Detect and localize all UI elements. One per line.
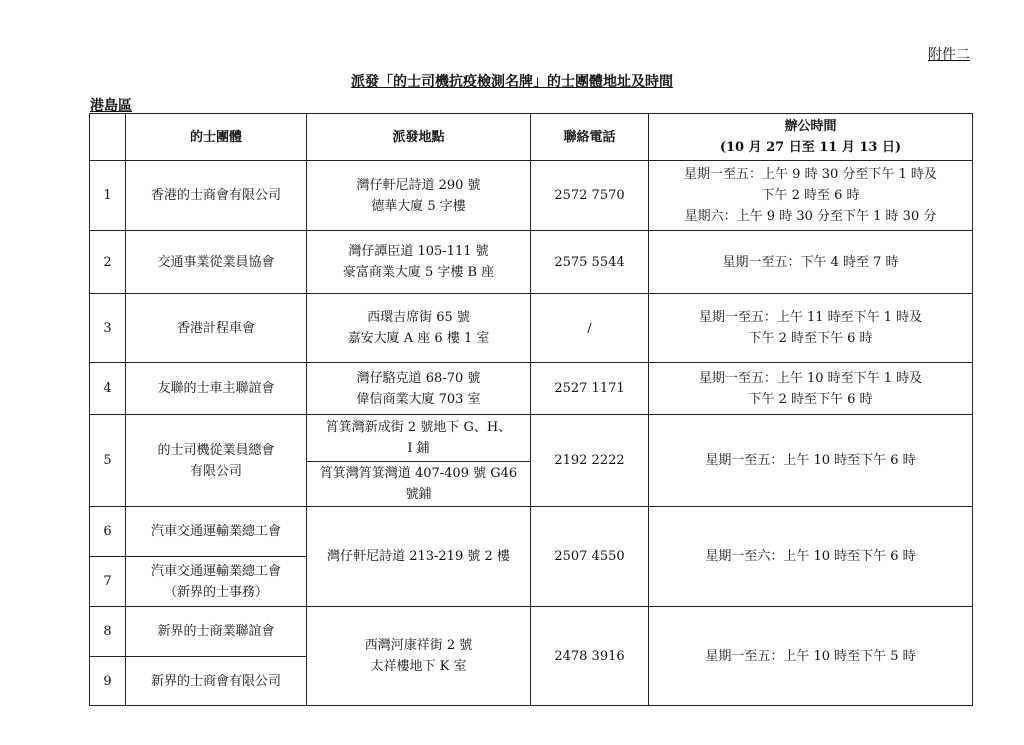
org-name: 香港計程車會 xyxy=(126,294,307,363)
office-hours: 星期一至五：上午 10 時至下午 6 時 xyxy=(649,415,973,507)
row-number: 4 xyxy=(90,363,126,415)
header-location: 派發地點 xyxy=(307,114,531,161)
table-row xyxy=(90,231,973,294)
header-hours-label: 辦公時間 xyxy=(784,119,837,134)
document-title: 派發「的士司機抗疫檢測名牌」的士團體地址及時間 xyxy=(351,74,673,90)
distribution-address: 灣仔軒尼詩道 290 號 德華大廈 5 字樓 xyxy=(307,161,531,231)
table-row xyxy=(90,415,973,462)
header-organisation: 的士團體 xyxy=(126,114,307,161)
distribution-address: 西環吉席街 65 號 嘉安大廈 A 座 6 樓 1 室 xyxy=(307,294,531,363)
phone-number: 2572 7570 xyxy=(531,161,649,231)
header-hours-period: (10 月 27 日至 11 月 13 日) xyxy=(719,140,902,155)
org-name: 汽車交通運輸業總工會 xyxy=(126,507,307,557)
header-hours xyxy=(649,114,973,161)
taxi-organisation-table xyxy=(89,113,973,706)
table-row xyxy=(90,294,973,363)
org-name: 汽車交通運輸業總工會 （新界的士事務） xyxy=(126,557,307,607)
row-number: 1 xyxy=(90,161,126,231)
header-phone: 聯絡電話 xyxy=(531,114,649,161)
distribution-address: 西灣河康祥街 2 號 太祥樓地下 K 室 xyxy=(307,607,531,706)
org-name: 香港的士商會有限公司 xyxy=(126,161,307,231)
office-hours: 星期一至五：上午 11 時至下午 1 時及 下午 2 時至下午 6 時 xyxy=(649,294,973,363)
org-name: 友聯的士車主聯誼會 xyxy=(126,363,307,415)
row-number: 2 xyxy=(90,231,126,294)
distribution-address: 筲箕灣筲箕灣道 407-409 號 G46 號鋪 xyxy=(307,462,531,507)
distribution-address: 灣仔駱克道 68-70 號 偉信商業大廈 703 室 xyxy=(307,363,531,415)
office-hours: 星期一至五：上午 10 時至下午 1 時及 下午 2 時至下午 6 時 xyxy=(649,363,973,415)
row-number: 5 xyxy=(90,415,126,507)
office-hours: 星期一至五：上午 9 時 30 分至下午 1 時及 下午 2 時至 6 時 星期六：上午 9 時 30 分至下午 1 時 30 分 xyxy=(649,161,973,231)
phone-number: / xyxy=(531,294,649,363)
phone-number: 2192 2222 xyxy=(531,415,649,507)
org-name: 交通事業從業員協會 xyxy=(126,231,307,294)
distribution-address: 灣仔軒尼詩道 213-219 號 2 樓 xyxy=(307,507,531,607)
table-row xyxy=(90,161,973,231)
distribution-address: 灣仔譚臣道 105-111 號 豪富商業大廈 5 字樓 B 座 xyxy=(307,231,531,294)
org-name: 的士司機從業員總會 有限公司 xyxy=(126,415,307,507)
org-name: 新界的士商會有限公司 xyxy=(126,657,307,706)
row-number: 3 xyxy=(90,294,126,363)
office-hours: 星期一至五：下午 4 時至 7 時 xyxy=(649,231,973,294)
phone-number: 2527 1171 xyxy=(531,363,649,415)
phone-number: 2575 5544 xyxy=(531,231,649,294)
office-hours: 星期一至五：上午 10 時至下午 5 時 xyxy=(649,607,973,706)
org-name: 新界的士商業聯誼會 xyxy=(126,607,307,657)
district-heading: 港島區 xyxy=(90,98,132,114)
table-row xyxy=(90,607,973,657)
phone-number: 2507 4550 xyxy=(531,507,649,607)
table-row xyxy=(90,363,973,415)
annex-label: 附件二 xyxy=(928,47,970,63)
table-row xyxy=(90,507,973,557)
table-header-row xyxy=(90,114,973,161)
phone-number: 2478 3916 xyxy=(531,607,649,706)
row-number: 7 xyxy=(90,557,126,607)
distribution-address: 筲箕灣新成街 2 號地下 G、H、 I 鋪 xyxy=(307,415,531,462)
row-number: 8 xyxy=(90,607,126,657)
header-number xyxy=(90,114,126,161)
office-hours: 星期一至六：上午 10 時至下午 6 時 xyxy=(649,507,973,607)
row-number: 9 xyxy=(90,657,126,706)
row-number: 6 xyxy=(90,507,126,557)
